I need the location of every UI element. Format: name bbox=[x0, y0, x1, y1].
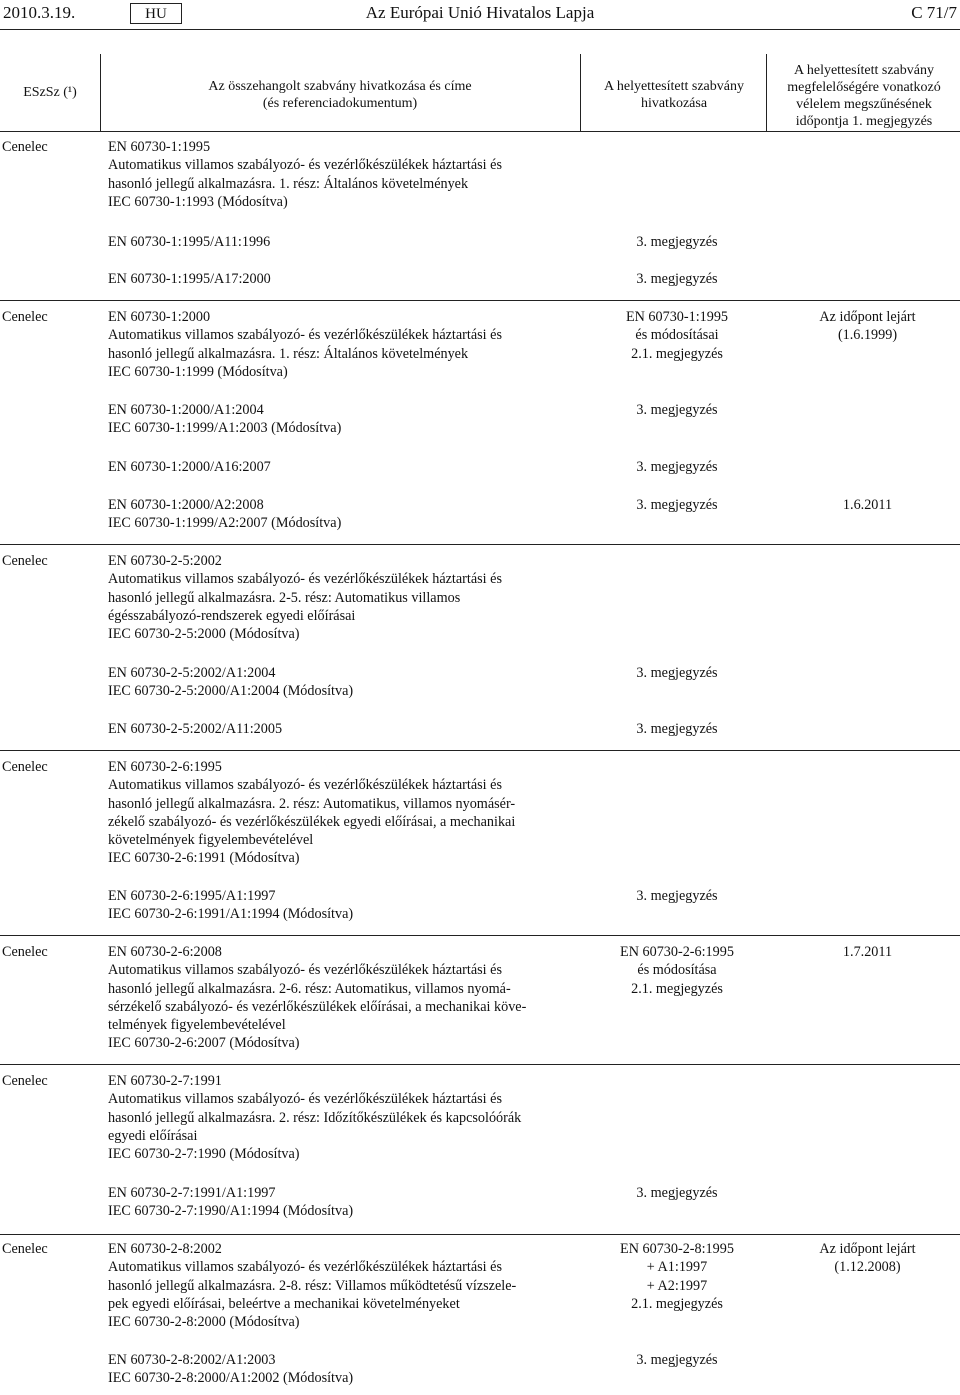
standard-cell: EN 60730-2-7:1991/A1:1997 IEC 60730-2-7:1990/A1:1994 (Módosítva) bbox=[108, 1185, 354, 1220]
org-cell: Cenelec bbox=[2, 553, 48, 569]
replaced-cell: 3. megjegyzés bbox=[636, 271, 718, 287]
standard-cell: EN 60730-2-6:1995/A1:1997 IEC 60730-2-6:1991/A1:1994 (Módosítva) bbox=[108, 888, 354, 923]
column-divider bbox=[100, 54, 101, 132]
standard-cell: EN 60730-1:2000/A16:2007 bbox=[108, 459, 271, 475]
group-divider bbox=[0, 1234, 960, 1235]
replaced-cell: 3. megjegyzés bbox=[636, 888, 718, 904]
page-header bbox=[0, 0, 960, 28]
org-cell: Cenelec bbox=[2, 1241, 48, 1257]
journal-title: Az Európai Unió Hivatalos Lapja bbox=[365, 3, 595, 22]
replaced-cell: 3. megjegyzés bbox=[636, 402, 718, 418]
table-header-rule bbox=[0, 131, 960, 132]
group-divider bbox=[0, 300, 960, 301]
column-divider bbox=[766, 54, 767, 132]
standard-cell: EN 60730-2-5:2002 Automatikus villamos szabályozó- és vezérlőkészülékek háztartási és hasonló jellegű alkalmazásra. 2-5. rész: Automatikus villamos égésszabályozó-rendszerek egyedi előírásai IEC 60730-2-5:2000 (Módosítva) bbox=[108, 553, 502, 643]
standard-cell: EN 60730-2-6:2008 Automatikus villamos szabályozó- és vezérlőkészülékek háztartási és hasonló jellegű alkalmazásra. 2-6. rész: Automatikus, villamos nyomá- sérzékelő szabályozó- és vezérlőkészülékek előírásai, a mechanikai köve- telmények figyelembevételével IEC 60730-2-6:2007 (Módosítva) bbox=[108, 944, 527, 1052]
group-divider bbox=[0, 750, 960, 751]
date-cell: 1.6.2011 bbox=[842, 497, 893, 513]
replaced-cell: 3. megjegyzés bbox=[636, 721, 718, 737]
standard-cell: EN 60730-2-5:2002/A1:2004 IEC 60730-2-5:2000/A1:2004 (Módosítva) bbox=[108, 665, 354, 700]
replaced-cell: 3. megjegyzés bbox=[636, 459, 718, 475]
page-number: C 71/7 bbox=[911, 3, 957, 22]
date-cell: 1.7.2011 bbox=[842, 944, 893, 960]
replaced-cell: 3. megjegyzés bbox=[636, 665, 718, 681]
group-divider bbox=[0, 935, 960, 936]
column-header-org: ESzSz (¹) bbox=[23, 85, 77, 100]
column-divider bbox=[580, 54, 581, 132]
group-divider bbox=[0, 1064, 960, 1065]
standard-cell: EN 60730-2-7:1991 Automatikus villamos szabályozó- és vezérlőkészülékek háztartási és hasonló jellegű alkalmazásra. 2. rész: Időzítőkészülékek és kapcsolóórák egyedi előírásai IEC 60730-2-7:1990 (Módosítva) bbox=[108, 1073, 522, 1163]
standard-cell: EN 60730-1:2000/A1:2004 IEC 60730-1:1999/A1:2003 (Módosítva) bbox=[108, 402, 342, 437]
date-cell: Az időpont lejárt (1.6.1999) bbox=[819, 309, 916, 344]
standard-cell: EN 60730-2-6:1995 Automatikus villamos szabályozó- és vezérlőkészülékek háztartási és hasonló jellegű alkalmazásra. 2. rész: Automatikus, villamos nyomásér- zékelő szabályozó- és vezérlőkészülékek egyedi előírásai, a mechanikai követelmények figyelembevételével IEC 60730-2-6:1991 (Módosítva) bbox=[108, 759, 516, 867]
column-header-standard: Az összehangolt szabvány hivatkozása és címe (és referenciadokumentum) bbox=[208, 79, 472, 111]
standard-cell: EN 60730-2-8:2002 Automatikus villamos szabályozó- és vezérlőkészülékek háztartási és hasonló jellegű alkalmazásra. 2-8. rész: Villamos működtetésű vízszele- pek egyedi előírásai, beleértve a mechanikai követelményeket IEC 60730-2-8:2000 (Módosítva) bbox=[108, 1241, 517, 1331]
standard-cell: EN 60730-1:1995/A17:2000 bbox=[108, 271, 271, 287]
replaced-cell: EN 60730-1:1995 és módosításai 2.1. megjegyzés bbox=[625, 309, 729, 362]
publication-date: 2010.3.19. bbox=[3, 3, 76, 22]
column-header-date: A helyettesített szabvány megfelelőségére vonatkozó vélelem megszűnésének időpontja 1. megjegyzés bbox=[787, 63, 941, 129]
replaced-cell: EN 60730-2-8:1995 + A1:1997 + A2:1997 2.1. megjegyzés bbox=[620, 1241, 734, 1312]
org-cell: Cenelec bbox=[2, 759, 48, 775]
replaced-cell: 3. megjegyzés bbox=[636, 1352, 718, 1368]
date-cell: Az időpont lejárt (1.12.2008) bbox=[819, 1241, 916, 1276]
org-cell: Cenelec bbox=[2, 309, 48, 325]
column-header-replaced: A helyettesített szabvány hivatkozása bbox=[604, 79, 744, 111]
standard-cell: EN 60730-1:1995 Automatikus villamos szabályozó- és vezérlőkészülékek háztartási és hasonló jellegű alkalmazásra. 1. rész: Általános követelmények IEC 60730-1:1993 (Módosítva) bbox=[108, 139, 502, 210]
standard-cell: EN 60730-2-5:2002/A11:2005 bbox=[108, 721, 283, 737]
replaced-cell: 3. megjegyzés bbox=[636, 497, 718, 513]
standard-cell: EN 60730-1:2000/A2:2008 IEC 60730-1:1999/A2:2007 (Módosítva) bbox=[108, 497, 342, 532]
replaced-cell: 3. megjegyzés bbox=[636, 1185, 718, 1201]
standard-cell: EN 60730-1:1995/A11:1996 bbox=[108, 234, 271, 250]
replaced-cell: EN 60730-2-6:1995 és módosítása 2.1. megjegyzés bbox=[620, 944, 734, 997]
standard-cell: EN 60730-2-8:2002/A1:2003 IEC 60730-2-8:2000/A1:2002 (Módosítva) bbox=[108, 1352, 354, 1387]
org-cell: Cenelec bbox=[2, 944, 48, 960]
header-divider bbox=[0, 29, 960, 30]
language-badge: HU bbox=[130, 3, 182, 24]
replaced-cell: 3. megjegyzés bbox=[636, 234, 718, 250]
org-cell: Cenelec bbox=[2, 139, 48, 155]
group-divider bbox=[0, 544, 960, 545]
org-cell: Cenelec bbox=[2, 1073, 48, 1089]
standard-cell: EN 60730-1:2000 Automatikus villamos szabályozó- és vezérlőkészülékek háztartási és hasonló jellegű alkalmazásra. 1. rész: Általános követelmények IEC 60730-1:1999 (Módosítva) bbox=[108, 309, 502, 380]
